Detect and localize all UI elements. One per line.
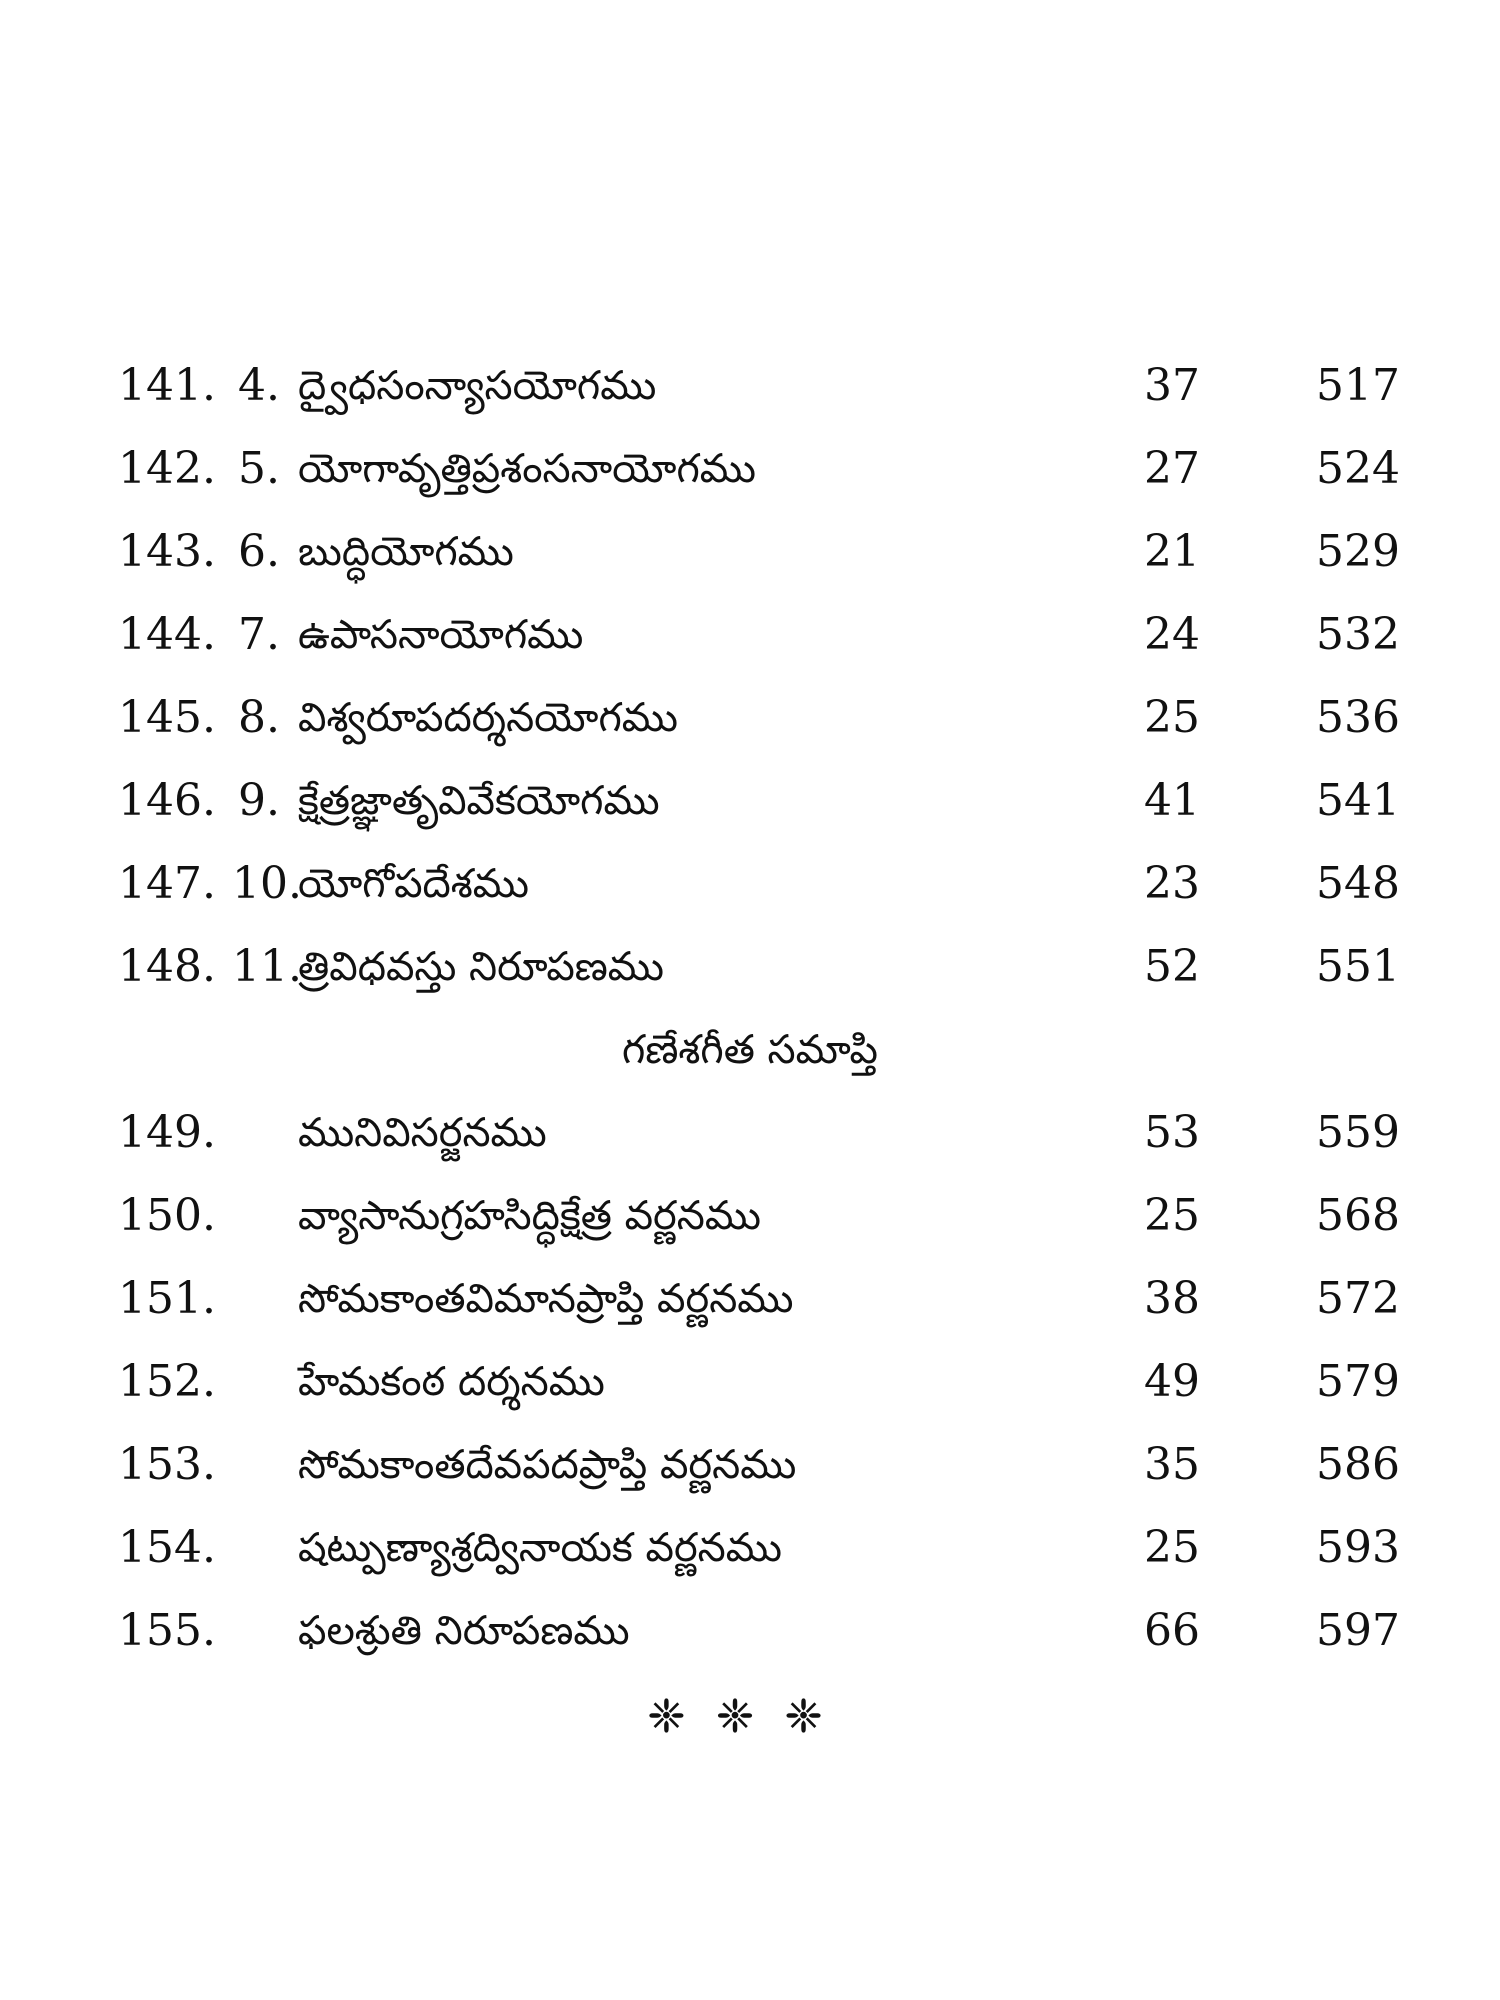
chapter-title: క్షేత్రజ్ఞాతృవివేకయోగము bbox=[298, 778, 660, 824]
chapter-number: 144. bbox=[118, 609, 216, 660]
chapter-number: 146. bbox=[118, 775, 216, 826]
page-number: 579 bbox=[1316, 1356, 1400, 1407]
toc-row bbox=[0, 344, 1500, 428]
page-number: 529 bbox=[1316, 526, 1400, 577]
chapter-number: 152. bbox=[118, 1356, 216, 1407]
page-number: 586 bbox=[1316, 1439, 1400, 1490]
chapter-title: బుద్ధియోగము bbox=[298, 529, 514, 575]
toc-row bbox=[0, 759, 1500, 843]
toc-row bbox=[0, 1174, 1500, 1258]
page-number: 532 bbox=[1316, 609, 1400, 660]
chapter-number: 155. bbox=[118, 1605, 216, 1656]
chapter-number: 153. bbox=[118, 1439, 216, 1490]
toc-row bbox=[0, 427, 1500, 511]
chapter-title: విశ్వరూపదర్శనయోగము bbox=[298, 695, 678, 741]
verse-count: 38 bbox=[1144, 1273, 1200, 1324]
toc-row bbox=[0, 593, 1500, 677]
toc-row bbox=[0, 1423, 1500, 1507]
verse-count: 25 bbox=[1144, 1522, 1200, 1573]
chapter-title: ద్వైధసంన్యాసయోగము bbox=[298, 363, 657, 409]
page-number: 548 bbox=[1316, 858, 1400, 909]
verse-count: 37 bbox=[1144, 360, 1200, 411]
sub-number: 9. bbox=[238, 775, 280, 826]
sub-number: 5. bbox=[238, 443, 280, 494]
verse-count: 52 bbox=[1144, 941, 1200, 992]
toc-row bbox=[0, 1340, 1500, 1424]
page-number: 559 bbox=[1316, 1107, 1400, 1158]
chapter-title: షట్పుణ్యాశ్రద్వినాయక వర్ణనము bbox=[298, 1525, 782, 1571]
verse-count: 25 bbox=[1144, 692, 1200, 743]
verse-count: 66 bbox=[1144, 1605, 1200, 1656]
ornament-divider: ❈❈❈ bbox=[647, 1689, 853, 1743]
chapter-number: 141. bbox=[118, 360, 216, 411]
chapter-number: 151. bbox=[118, 1273, 216, 1324]
chapter-title: ఉపాసనాయోగము bbox=[298, 612, 584, 658]
chapter-title: ఫలశ్రుతి నిరూపణము bbox=[298, 1608, 630, 1654]
sub-number: 10. bbox=[232, 858, 302, 909]
verse-count: 41 bbox=[1144, 775, 1200, 826]
chapter-title: సోమకాంతదేవపదప్రాప్తి వర్ణనము bbox=[298, 1442, 797, 1488]
chapter-number: 148. bbox=[118, 941, 216, 992]
sub-number: 6. bbox=[238, 526, 280, 577]
toc-row bbox=[0, 842, 1500, 926]
chapter-number: 154. bbox=[118, 1522, 216, 1573]
chapter-title: వ్యాసానుగ్రహసిద్ధిక్షేత్ర వర్ణనము bbox=[298, 1193, 761, 1239]
page-number: 551 bbox=[1316, 941, 1400, 992]
sub-number: 7. bbox=[238, 609, 280, 660]
chapter-title: మునివిసర్జనము bbox=[298, 1110, 547, 1156]
sub-number: 11. bbox=[232, 941, 302, 992]
chapter-title: త్రివిధవస్తు నిరూపణము bbox=[298, 944, 664, 990]
toc-row bbox=[0, 1589, 1500, 1673]
chapter-title: హేమకంఠ దర్శనము bbox=[298, 1359, 605, 1405]
sub-number: 8. bbox=[238, 692, 280, 743]
page-number: 593 bbox=[1316, 1522, 1400, 1573]
verse-count: 27 bbox=[1144, 443, 1200, 494]
verse-count: 23 bbox=[1144, 858, 1200, 909]
page-number: 568 bbox=[1316, 1190, 1400, 1241]
verse-count: 49 bbox=[1144, 1356, 1200, 1407]
verse-count: 25 bbox=[1144, 1190, 1200, 1241]
page-number: 572 bbox=[1316, 1273, 1400, 1324]
chapter-number: 150. bbox=[118, 1190, 216, 1241]
chapter-title: యోగావృత్తిప్రశంసనాయోగము bbox=[298, 446, 756, 492]
toc-row bbox=[0, 676, 1500, 760]
page-number: 517 bbox=[1316, 360, 1400, 411]
chapter-number: 145. bbox=[118, 692, 216, 743]
page-number: 541 bbox=[1316, 775, 1400, 826]
chapter-number: 149. bbox=[118, 1107, 216, 1158]
toc-row bbox=[0, 1091, 1500, 1175]
chapter-number: 142. bbox=[118, 443, 216, 494]
page-number: 536 bbox=[1316, 692, 1400, 743]
section-heading: గణేశగీత సమాప్తి bbox=[622, 1027, 878, 1073]
page-number: 597 bbox=[1316, 1605, 1400, 1656]
verse-count: 21 bbox=[1144, 526, 1200, 577]
verse-count: 35 bbox=[1144, 1439, 1200, 1490]
verse-count: 24 bbox=[1144, 609, 1200, 660]
toc-row bbox=[0, 1506, 1500, 1590]
toc-row bbox=[0, 510, 1500, 594]
toc-row bbox=[0, 925, 1500, 1009]
chapter-number: 147. bbox=[118, 858, 216, 909]
toc-row bbox=[0, 1257, 1500, 1341]
sub-number: 4. bbox=[238, 360, 280, 411]
chapter-title: యోగోపదేశము bbox=[298, 861, 529, 907]
verse-count: 53 bbox=[1144, 1107, 1200, 1158]
chapter-number: 143. bbox=[118, 526, 216, 577]
page-number: 524 bbox=[1316, 443, 1400, 494]
chapter-title: సోమకాంతవిమానప్రాప్తి వర్ణనము bbox=[298, 1276, 794, 1322]
